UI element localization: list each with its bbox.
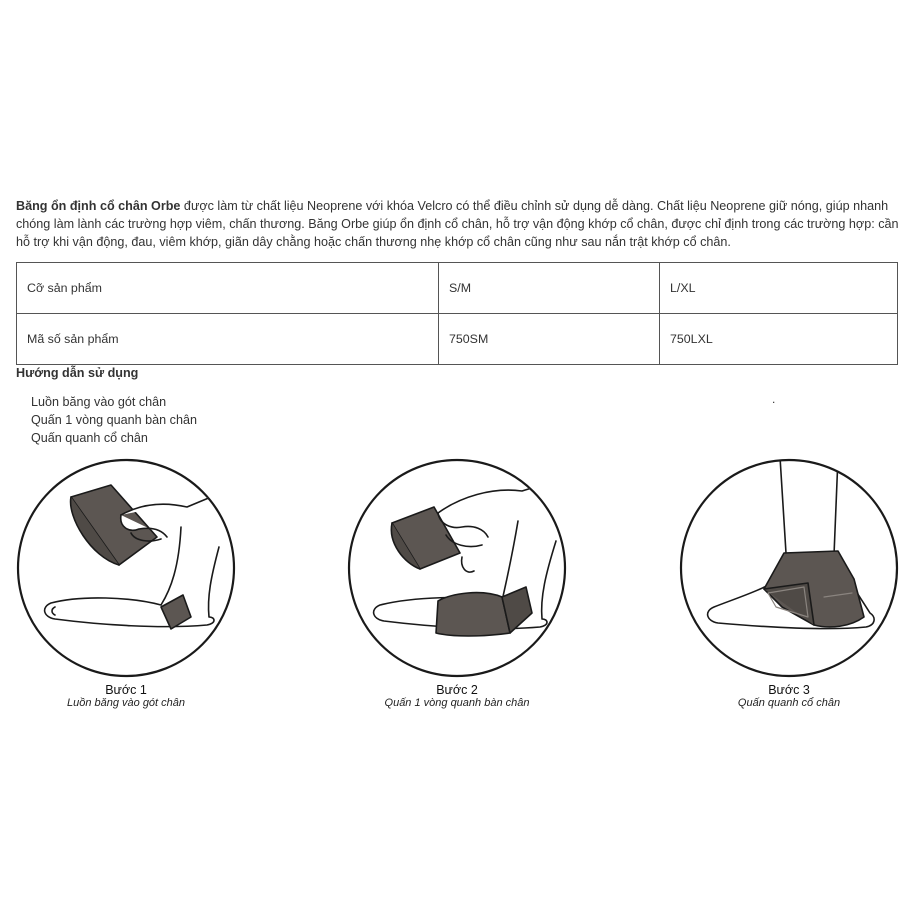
table-cell: Cỡ sản phẩm (17, 263, 439, 314)
usage-guide-title: Hướng dẫn sử dụng (16, 366, 139, 380)
step-2-description: Quấn 1 vòng quanh bàn chân (384, 697, 530, 709)
step-3-description: Quấn quanh cổ chân (737, 697, 841, 709)
table-cell: L/XL (660, 263, 898, 314)
step-2-illustration (342, 457, 572, 719)
table-cell: 750SM (439, 314, 660, 365)
table-row (17, 263, 898, 314)
product-name: Băng ổn định cổ chân Orbe (16, 199, 181, 213)
product-description-text: được làm từ chất liệu Neoprene với khóa Velcro có thể điều chỉnh sử dụng dễ dàng. Chất liệu Neoprene giữ nóng, giúp nhanh chóng làm lành các trường hợp viêm, chấn thương. Băng Orbe giúp ổn định cổ chân, hỗ trợ vận động khớp cổ chân, được chỉ định trong các trường hợp: cần hỗ trợ khi vận động, đau, viêm khớp, giãn dây chằng hoặc chấn thương nhẹ khớp cổ chân cũng như sau nắn trật khớp cổ chân. (16, 199, 899, 249)
stray-dot: . (772, 392, 776, 406)
product-description (16, 197, 900, 251)
table-cell: Mã số sản phẩm (17, 314, 439, 365)
step-1-name: Bước 1 (105, 683, 147, 697)
ankle-wrap-step-2-icon (342, 457, 572, 683)
step-1-description: Luồn băng vào gót chân (66, 697, 186, 709)
table-cell: S/M (439, 263, 660, 314)
step-1-illustration (11, 457, 241, 719)
step-3-illustration (674, 457, 904, 719)
usage-steps-list (31, 393, 197, 447)
ankle-wrap-step-1-icon (11, 457, 241, 683)
list-item: Luồn băng vào gót chân (31, 395, 167, 409)
list-item: Quấn 1 vòng quanh bàn chân (31, 413, 197, 427)
product-spec-table (16, 262, 898, 365)
table-row (17, 314, 898, 365)
table-cell: 750LXL (660, 314, 898, 365)
step-3-name: Bước 3 (768, 683, 810, 697)
list-item: Quấn quanh cổ chân (31, 431, 148, 445)
ankle-wrap-step-3-icon (674, 457, 904, 683)
step-2-name: Bước 2 (436, 683, 478, 697)
